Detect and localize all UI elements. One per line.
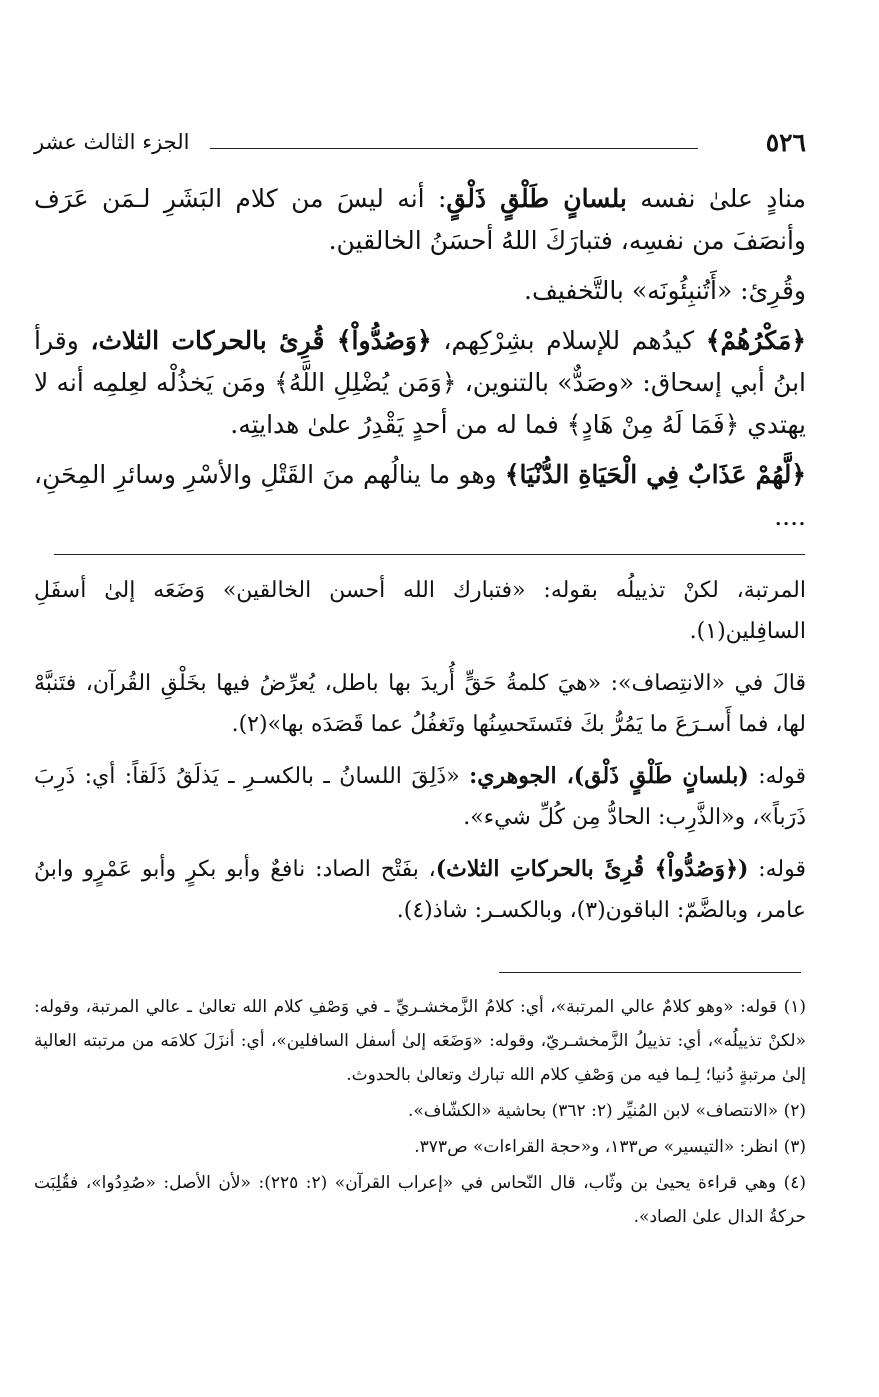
footnote: (٤) وهي قراءة يحيىٰ بن وثّاب، قال النّحاس في «إعراب القرآن» (٢: ٢٢٥): «لأن الأصل: «صُدِدُوا»، فقُلِبَت حركةُ الدال علىٰ الصاد». xyxy=(34,1173,806,1227)
footnote: (١) قوله: «وهو كلامٌ عالي المرتبة»، أي: كلامُ الزَّمخشـريِّ ـ في وَصْفِ كلام الله تعالىٰ ـ عالي المرتبة، وقوله: «لكنْ تذييلُه»، أي: تذييلُ الزَّمخشـريّ، وقوله: «وَضَعَه إلىٰ أسفل السافلين»، أي: أنزَلَ كلامَه من مرتبته العالية إلىٰ مرتبةٍ دُنيا؛ لِـما فيه من وَصْفِ كلام الله تبارك وتعالىٰ بالحدوث. xyxy=(34,997,806,1085)
header-rule xyxy=(210,148,698,149)
text-run: منادٍ علىٰ نفسه xyxy=(626,184,806,213)
main-paragraph xyxy=(34,454,806,538)
commentary-paragraph: قالَ في «الانتِصاف»: «هيَ كلمةُ حَقٍّ أُريدَ بها باطل، يُعرِّضُ فيها بخَلْقِ القُرآن، فتَنبَّهْ لها، فما أَسـرَعَ ما يَمُرُّ بكَ فتَستَحسِنُها وتَغفُلُ عما قَصَدَه بها»(٢). xyxy=(34,671,806,737)
bold-phrase: (﴿وَصُدُّواْ﴾ قُرِئَ بالحركاتِ الثلاث) xyxy=(435,856,749,882)
text-run: ، بفَتْح الصاد: نافعٌ وأبو بكرٍ وأبو عَمْرٍو وابنُ عامر، وبالضَّمّ: الباقون(٣)، وبالكسـر: شاذ(٤). xyxy=(34,857,806,923)
text-run: : أنه ليسَ من كلام البَشَرِ لـمَن عَرَف وأنصَفَ من نفسِه، فتبارَكَ اللهُ أحسَنُ الخالقين. xyxy=(34,184,806,255)
text-run: قوله: xyxy=(748,857,806,882)
main-separator xyxy=(54,554,805,555)
text-run: كيدُهم للإسلام بشِرْكِهم، xyxy=(431,326,706,355)
bold-phrase: ﴿وَصُدُّواْ﴾ قُرِئ بالحركات الثلاث، xyxy=(90,326,432,355)
text-run: وهو ما ينالُهم منَ القَتْلِ والأسْرِ وسائرِ المِحَنِ، .... xyxy=(34,460,806,531)
main-paragraph xyxy=(34,320,806,446)
footnote: (٢) «الانتصاف» لابن المُنيِّر (٢: ٣٦٢) بحاشية «الكشّاف». xyxy=(408,1101,806,1121)
commentary-section xyxy=(34,570,806,942)
running-title: الجزء الثالث عشر xyxy=(34,130,190,154)
footnotes-section xyxy=(34,990,806,1236)
page-number: ٥٢٦ xyxy=(765,128,806,157)
quran-quote: ﴿مَكْرُهُمْ﴾ xyxy=(705,326,806,355)
text-run: «ذَلِقَ اللسانُ ـ بالكسـرِ ـ يَذلَقُ ذَلَقاً: أي: ذَرِبَ ذَرَباً»، و«الذَّرِب: الحادُّ مِن كُلِّ شيء». xyxy=(34,764,806,830)
footnote-separator xyxy=(499,972,801,973)
main-text xyxy=(34,178,806,546)
commentary-paragraph xyxy=(34,849,806,931)
main-paragraph: وقُرِئ: «أَتُنبِئُونَه» بالتَّخفيف. xyxy=(524,276,806,305)
bold-phrase: (بلسانٍ طَلْقٍ ذَلْق)، الجوهري: xyxy=(469,763,749,789)
commentary-paragraph xyxy=(34,756,806,838)
commentary-paragraph: المرتبة، لكنْ تذييلُه بقوله: «فتبارك الله أحسن الخالقين» وَضَعَه إلىٰ أسفَلِ السافِلين(١). xyxy=(34,578,806,644)
bold-phrase: بلسانٍ طَلْقٍ ذَلْقٍ xyxy=(446,184,627,213)
text-run: قوله: xyxy=(748,764,806,789)
main-paragraph xyxy=(34,178,806,262)
footnote: (٣) انظر: «التيسير» ص١٣٣، و«حجة القراءات» ص٣٧٣. xyxy=(414,1137,806,1157)
quran-quote: ﴿لَّهُمْ عَذَابٌ فِي الْحَيَاةِ الدُّنْيَا﴾ xyxy=(504,460,806,489)
page-header xyxy=(34,128,806,168)
text-run: وقرأ ابنُ أبي إسحاق: «وصَدٌّ» بالتنوين، ﴿وَمَن يُضْلِلِ اللَّهُ﴾ ومَن يَخذُلْه لعِلمِه أنه لا يهتدي ﴿فَمَا لَهُ مِنْ هَادٍ﴾ فما له من أحدٍ يَقْدِرُ علىٰ هدايتِه. xyxy=(34,326,806,439)
